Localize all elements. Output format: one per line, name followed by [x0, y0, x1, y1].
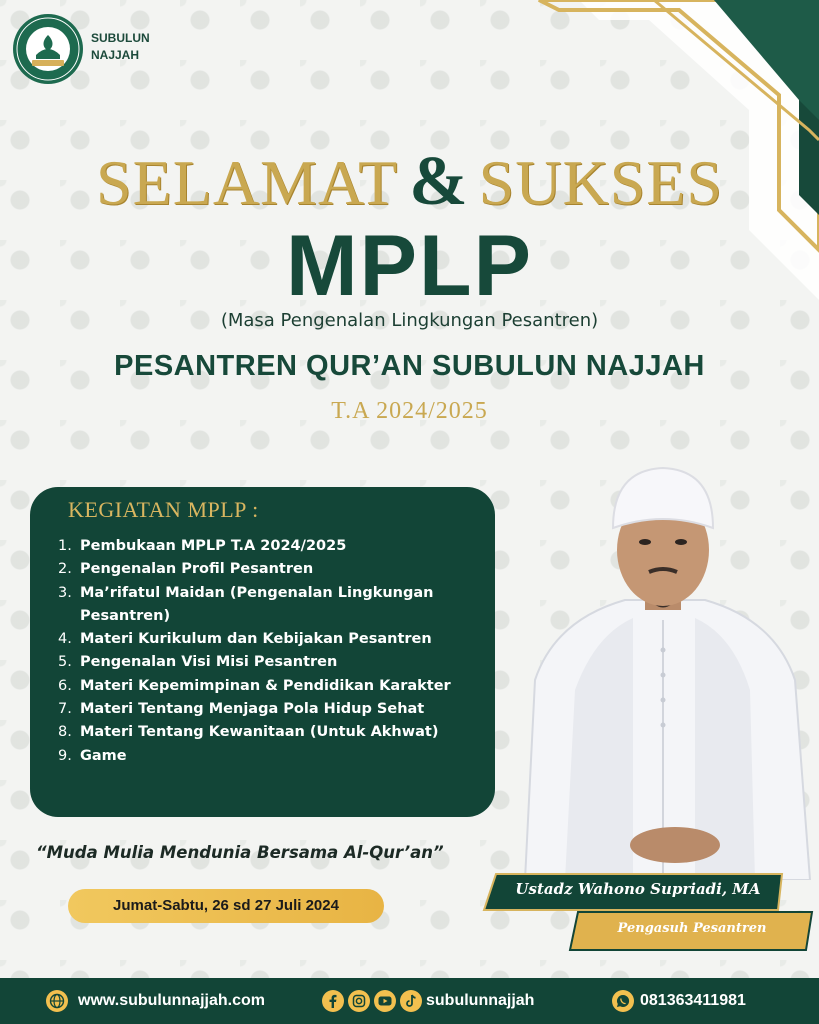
- list-item: 6. Materi Kepemimpinan & Pendidikan Karakter: [58, 677, 451, 694]
- headline-selamat: SELAMAT: [96, 147, 399, 218]
- list-item: 9. Game: [58, 747, 127, 764]
- whatsapp-icon: [612, 990, 634, 1012]
- youtube-icon: [374, 990, 396, 1012]
- speaker-name: Ustadz Wahono Supriadi, MA: [515, 880, 761, 898]
- footer-bar: [0, 978, 819, 1024]
- headline-sukses: SUKSES: [478, 147, 723, 218]
- logo-text: SUBULUN NAJJAH: [91, 31, 150, 62]
- list-item: 3. Ma’rifatul Maidan (Pengenalan Lingkungan Pesantren): [58, 584, 434, 624]
- list-item: 4. Materi Kurikulum dan Kebijakan Pesantren: [58, 631, 432, 648]
- tiktok-icon: [400, 990, 422, 1012]
- headline-subtitle: (Masa Pengenalan Lingkungan Pesantren): [220, 310, 599, 331]
- website-text: www.subulunnajjah.com: [78, 992, 265, 1009]
- list-item: 5. Pengenalan Visi Misi Pesantren: [58, 654, 338, 671]
- headline-mplp: MPLP: [286, 218, 533, 314]
- instagram-icon: [348, 990, 370, 1012]
- footer-phone[interactable]: [612, 978, 746, 1024]
- event-date-badge: Jumat-Sabtu, 26 sd 27 Juli 2024: [68, 889, 384, 923]
- activities-list: [58, 535, 478, 768]
- tagline-quote: “Muda Mulia Mendunia Bersama Al-Qur’an”: [36, 843, 444, 862]
- phone-text: 081363411981: [640, 992, 746, 1009]
- footer-social[interactable]: [322, 978, 534, 1024]
- institution-name: PESANTREN QUR’AN SUBULUN NAJJAH: [114, 350, 705, 382]
- social-handle-text: subulunnajjah: [426, 992, 535, 1009]
- activities-panel: [30, 487, 495, 817]
- speaker-photo: [505, 450, 819, 880]
- list-item: 7. Materi Tentang Menjaga Pola Hidup Sehat: [58, 701, 425, 718]
- headline-ampersand: &: [409, 143, 468, 220]
- speaker-role: Pengasuh Pesantren: [617, 921, 767, 936]
- list-item: 1. Pembukaan MPLP T.A 2024/2025: [58, 538, 347, 554]
- globe-icon: [46, 990, 68, 1012]
- academic-year: T.A 2024/2025: [331, 398, 488, 424]
- list-item: 8. Materi Tentang Kewanitaan (Untuk Akhwat): [58, 724, 439, 741]
- pesantren-logo: [12, 13, 84, 85]
- facebook-icon: [322, 990, 344, 1012]
- footer-website[interactable]: [46, 978, 265, 1024]
- list-item: 2. Pengenalan Profil Pesantren: [58, 561, 314, 578]
- activities-title: KEGIATAN MPLP :: [68, 497, 259, 522]
- headline-line1: [0, 142, 819, 222]
